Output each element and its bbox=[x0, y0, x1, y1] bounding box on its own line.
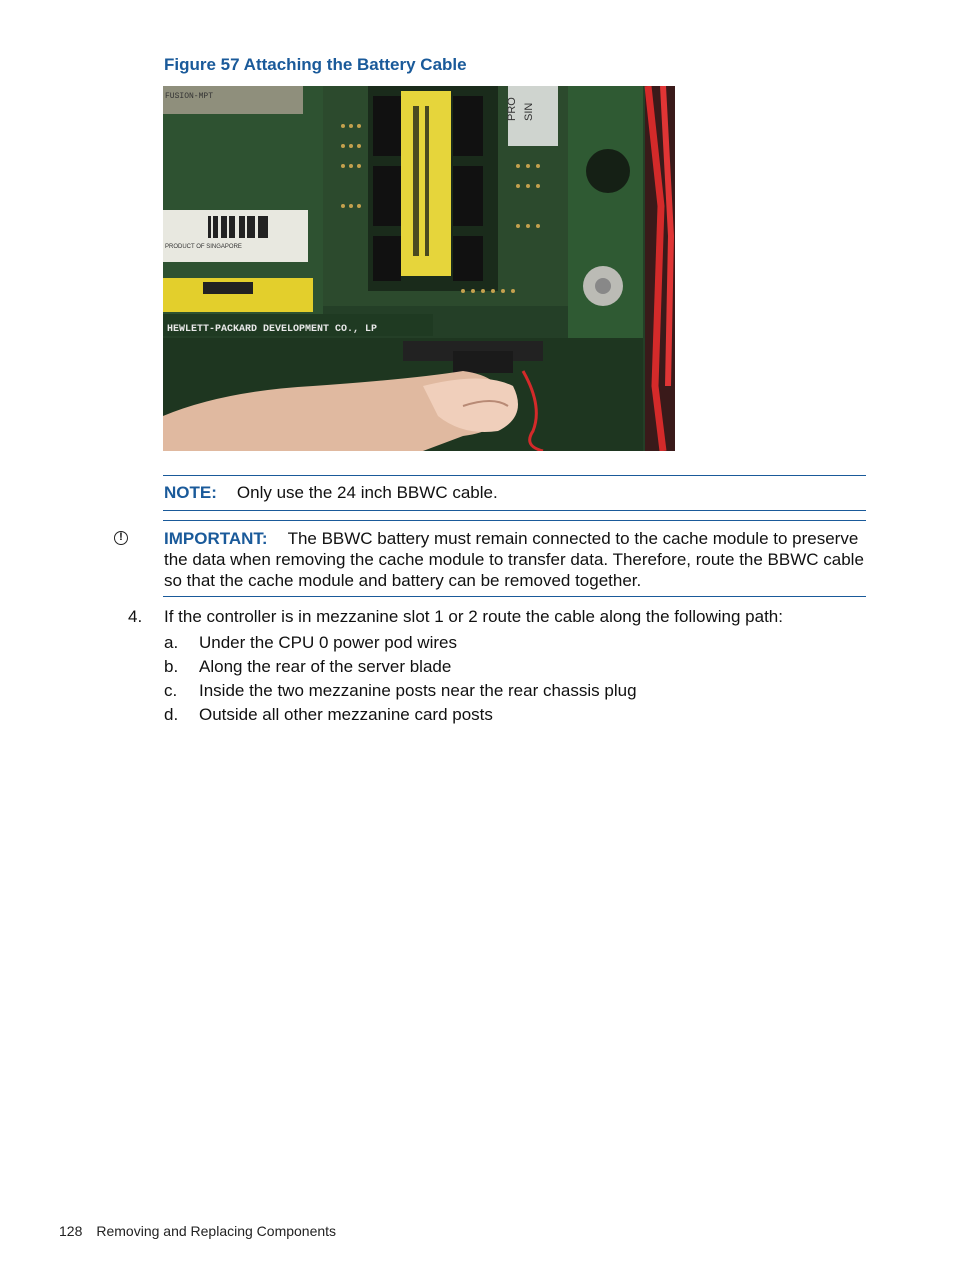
fusion-text: FUSION-MPT bbox=[165, 92, 214, 101]
list-item: a. Under the CPU 0 power pod wires bbox=[164, 633, 457, 652]
important-bottom-rule bbox=[163, 596, 866, 597]
important-circle-icon: ! bbox=[114, 531, 128, 545]
important-note bbox=[164, 528, 868, 591]
singapore-text: PRODUCT OF SINGAPORE bbox=[165, 244, 242, 250]
pro-text: PRO bbox=[506, 97, 518, 121]
list-item: d. Outside all other mezzanine card posts bbox=[164, 705, 493, 724]
note-top-rule bbox=[163, 475, 866, 476]
footer-section: Removing and Replacing Components bbox=[96, 1223, 337, 1239]
substep-list bbox=[164, 631, 637, 727]
important-top-rule bbox=[163, 520, 866, 521]
note-label: NOTE: bbox=[164, 483, 217, 502]
note bbox=[164, 483, 498, 503]
figure-caption: Figure 57 Attaching the Battery Cable bbox=[164, 55, 467, 74]
important-label: IMPORTANT: bbox=[164, 529, 268, 548]
list-item: b. Along the rear of the server blade bbox=[164, 657, 452, 676]
note-bottom-rule bbox=[163, 510, 866, 511]
hp-text: HEWLETT-PACKARD DEVELOPMENT CO., LP bbox=[167, 324, 378, 335]
step-number: 4. bbox=[128, 607, 143, 626]
list-item: c. Inside the two mezzanine posts near the rear chassis plug bbox=[164, 681, 637, 700]
important-text: The BBWC battery must remain connected to the cache module to preserve the data when removing the cache module to transfer data. Therefore, route the BBWC cable so that the cache module and battery can be removed together. bbox=[164, 529, 864, 590]
step-text: If the controller is in mezzanine slot 1 or 2 route the cable along the following path: bbox=[164, 607, 783, 626]
page-footer bbox=[59, 1223, 336, 1239]
battery-cable-photo bbox=[163, 86, 675, 451]
step-4 bbox=[128, 607, 783, 627]
note-text: Only use the 24 inch BBWC cable. bbox=[236, 483, 498, 502]
page-number: 128 bbox=[59, 1223, 83, 1239]
sin-text: SIN bbox=[523, 102, 535, 121]
